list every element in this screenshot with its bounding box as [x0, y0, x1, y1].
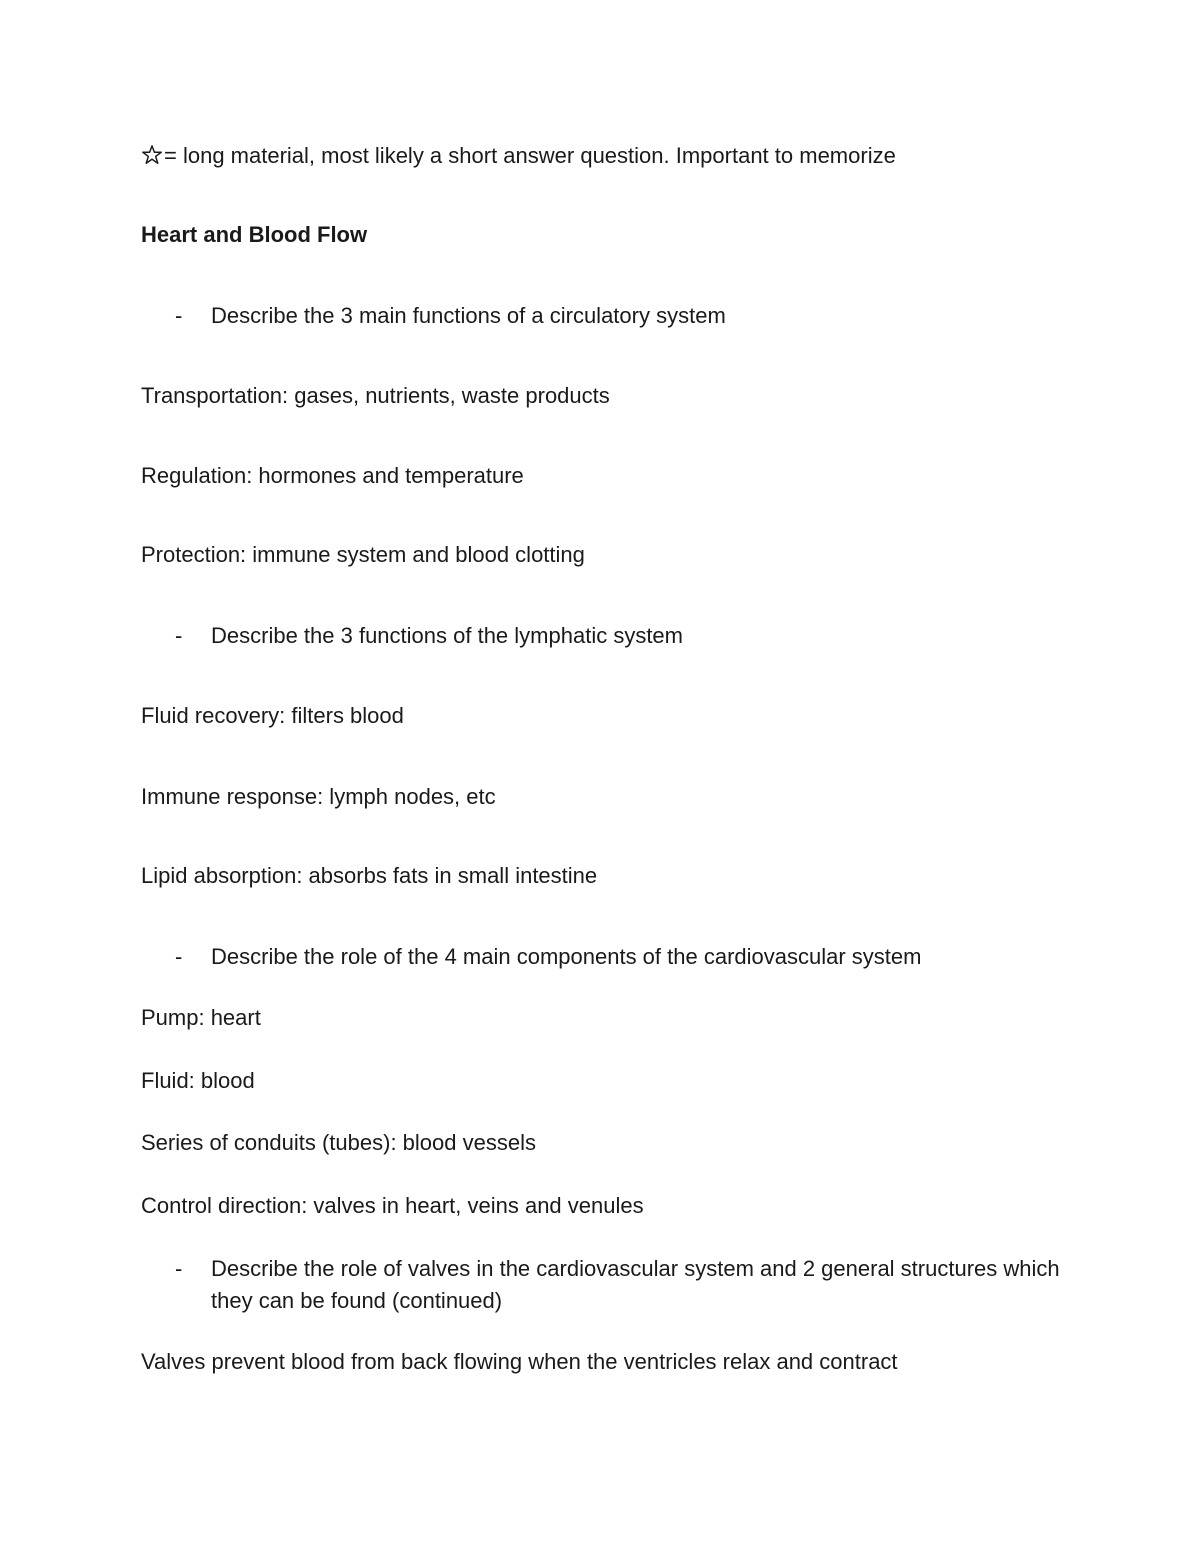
answer-line: Series of conduits (tubes): blood vessels — [141, 1130, 536, 1155]
answer-line: Fluid: blood — [141, 1068, 255, 1093]
bullet-question: Describe the role of the 4 main components of the cardiovascular system — [211, 944, 922, 969]
answer-line: Fluid recovery: filters blood — [141, 703, 404, 728]
answer-line: Control direction: valves in heart, veins and venules — [141, 1193, 644, 1218]
star-icon — [141, 144, 163, 166]
bullet-question: Describe the role of valves in the cardiovascular system and 2 general structures which they can be found (continued) — [211, 1256, 1060, 1313]
section-title: Heart and Blood Flow — [141, 222, 368, 247]
bullet-question: Describe the 3 functions of the lymphatic system — [211, 623, 683, 648]
answer-line: Lipid absorption: absorbs fats in small intestine — [141, 863, 598, 888]
answer-line: Regulation: hormones and temperature — [141, 463, 524, 488]
bullet-question: Describe the 3 main functions of a circulatory system — [211, 303, 726, 328]
bullet-dash: - — [175, 623, 183, 648]
bullet-dash: - — [175, 303, 183, 328]
bullet-dash: - — [175, 944, 183, 969]
legend-text: = long material, most likely a short answer question. Important to memorize — [164, 143, 896, 168]
answer-line: Pump: heart — [141, 1005, 261, 1030]
legend-line — [141, 141, 896, 171]
answer-line: Valves prevent blood from back flowing when the ventricles relax and contract — [141, 1349, 898, 1374]
bullet-dash: - — [175, 1256, 183, 1281]
answer-line: Transportation: gases, nutrients, waste products — [141, 383, 610, 408]
answer-line: Protection: immune system and blood clotting — [141, 542, 585, 567]
answer-line: Immune response: lymph nodes, etc — [141, 784, 496, 809]
